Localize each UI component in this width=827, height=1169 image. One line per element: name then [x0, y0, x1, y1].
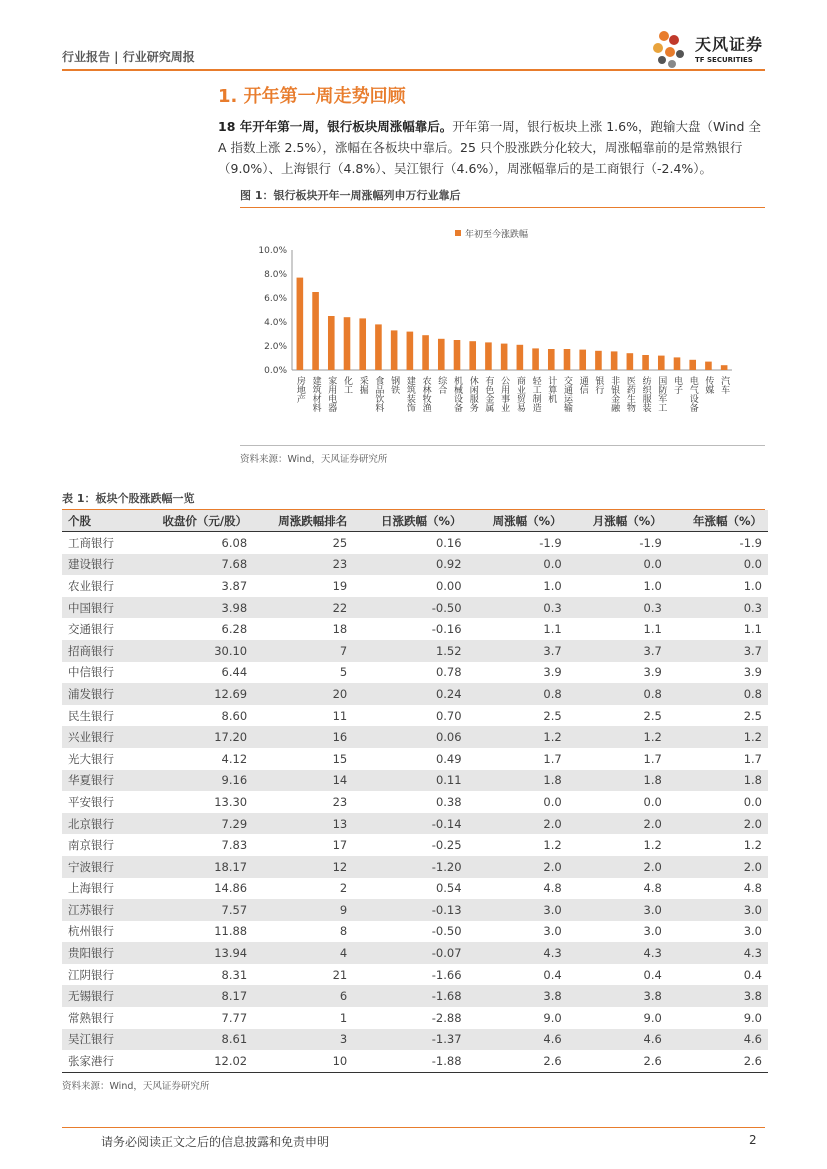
table-cell: 1.7	[543, 751, 562, 766]
x-category-label: 食品饮料	[373, 376, 384, 412]
table-cell: 1.2	[643, 838, 662, 853]
table-cell: 23	[332, 794, 348, 809]
table-cell: 0.8	[568, 683, 668, 705]
stock-name-cell: 宁波银行	[62, 856, 134, 878]
x-category-label: 休闲服务	[467, 376, 478, 412]
table-cell: 2.0	[568, 813, 668, 835]
table-cell: 23	[253, 554, 353, 576]
table-row	[62, 705, 768, 727]
report-header: 行业报告 | 行业研究周报	[62, 50, 195, 64]
table-row	[62, 683, 768, 705]
table-cell: 7.57	[134, 899, 253, 921]
stock-name-cell: 交通银行	[68, 622, 114, 637]
stock-name-cell: 中信银行	[68, 665, 114, 680]
table-cell: 2.0	[668, 856, 768, 878]
table-cell: 13	[253, 813, 353, 835]
table-cell: 3.98	[134, 597, 253, 619]
table-cell: 2.0	[468, 813, 568, 835]
bar	[517, 345, 524, 370]
bar	[627, 353, 634, 370]
table-cell: 0.0	[543, 794, 562, 809]
table-cell: 6.08	[221, 535, 248, 550]
legend-swatch	[455, 230, 461, 236]
x-category-label: 机械设备	[452, 376, 462, 412]
x-category-label: 交通运输	[562, 376, 572, 412]
table-cell: 4.8	[643, 881, 662, 896]
table-cell: 21	[332, 967, 348, 982]
logo-subtext: TF SECURITIES	[695, 56, 753, 64]
table-cell: 8	[339, 924, 348, 939]
stock-name-cell: 光大银行	[68, 751, 114, 766]
stock-name-cell: 民生银行	[68, 708, 114, 723]
stock-name-cell: 北京银行	[62, 813, 134, 835]
table-cell: 4.3	[568, 942, 668, 964]
table-cell: 0.49	[435, 751, 462, 766]
table-cell: -2.88	[431, 1010, 462, 1025]
x-category-label: 采掘	[357, 376, 368, 394]
table-cell: -0.50	[353, 597, 467, 619]
stock-name-cell: 工商银行	[68, 535, 114, 550]
table-cell: 3.7	[668, 640, 768, 662]
table-cell: 8.17	[134, 985, 253, 1007]
table-cell: 3.0	[543, 924, 562, 939]
bar	[438, 339, 445, 370]
table-cell: 0.3	[468, 597, 568, 619]
table-row	[62, 899, 768, 921]
x-category-label: 纺织服装	[640, 376, 651, 412]
y-tick-label: 6.0%	[264, 294, 287, 304]
table-cell: 3.0	[568, 899, 668, 921]
bar	[658, 356, 665, 370]
table-cell: -0.07	[353, 942, 467, 964]
table-cell: 7.83	[221, 838, 248, 853]
table-row	[62, 554, 768, 576]
stock-name-cell: 浦发银行	[62, 683, 134, 705]
table-row	[62, 597, 768, 619]
bar	[611, 351, 618, 370]
column-header: 周涨跌幅排名	[253, 510, 353, 532]
table-cell: 4	[253, 942, 353, 964]
x-category-label: 传媒	[703, 376, 714, 394]
table-cell: -0.50	[431, 924, 462, 939]
legend-label: 年初至今涨跌幅	[465, 230, 529, 240]
table-cell: 6.28	[221, 622, 248, 637]
table-cell: 13.94	[134, 942, 253, 964]
bar-chart	[240, 218, 765, 438]
table-row	[62, 834, 768, 856]
table-cell: 0.11	[353, 770, 467, 792]
table-cell: 3.8	[668, 985, 768, 1007]
logo-flower-icon	[650, 28, 694, 72]
stock-name-cell: 农业银行	[68, 578, 114, 593]
table-row	[62, 532, 768, 554]
table-row	[62, 1007, 768, 1029]
table-cell: -1.20	[353, 856, 467, 878]
x-category-label: 建筑材料	[310, 376, 321, 412]
table-cell: 6	[253, 985, 353, 1007]
table-row	[62, 770, 768, 792]
table-row	[62, 985, 768, 1007]
x-category-label: 通信	[577, 376, 588, 394]
table-row	[62, 878, 768, 900]
table-cell: 9.0	[643, 1010, 662, 1025]
table-cell: 7.68	[134, 554, 253, 576]
table-cell: -1.9	[739, 535, 762, 550]
x-category-label: 家用电器	[326, 376, 337, 412]
bar	[705, 362, 712, 370]
table-cell: 1.2	[568, 726, 668, 748]
table-row	[62, 1029, 768, 1051]
stock-name-cell: 江阴银行	[68, 967, 114, 982]
table-cell: 3.0	[743, 924, 762, 939]
logo	[650, 28, 770, 72]
table-row	[62, 942, 768, 964]
table-cell: 2.5	[743, 708, 762, 723]
stock-name-cell: 招商银行	[62, 640, 134, 662]
table-cell: 3.7	[568, 640, 668, 662]
stock-name-cell: 贵阳银行	[62, 942, 134, 964]
table-cell: 1.8	[668, 770, 768, 792]
x-category-label: 房地产	[294, 376, 305, 403]
table-cell: 9.0	[743, 1010, 762, 1025]
stock-name-cell: 无锡银行	[62, 985, 134, 1007]
footer-disclaimer: 请务必阅读正文之后的信息披露和免责申明	[101, 1135, 330, 1149]
stock-name-cell: 江苏银行	[62, 899, 134, 921]
table-cell: 3.8	[568, 985, 668, 1007]
table-cell: -1.66	[431, 967, 462, 982]
x-category-label: 银行	[593, 376, 604, 394]
stock-name-cell: 张家港行	[62, 1050, 134, 1072]
stock-name-cell: 常熟银行	[68, 1010, 114, 1025]
table-cell: 12	[253, 856, 353, 878]
bar	[328, 316, 335, 370]
bar	[375, 324, 382, 370]
table-cell: 9.0	[543, 1010, 562, 1025]
bar	[548, 349, 555, 370]
table-cell: 4.6	[468, 1029, 568, 1051]
x-category-label: 商业贸易	[514, 376, 525, 412]
table-row	[62, 640, 768, 662]
table-cell: -1.9	[539, 535, 562, 550]
table-cell: 1.1	[543, 622, 562, 637]
table-cell: 0.3	[668, 597, 768, 619]
page-number: 2	[749, 1133, 757, 1147]
table-cell: 1	[339, 1010, 348, 1025]
table-cell: 3.9	[743, 665, 762, 680]
table-cell: 0.0	[668, 554, 768, 576]
table-row	[62, 618, 768, 640]
bar	[485, 342, 492, 370]
bar	[407, 332, 414, 370]
table-cell: 0.24	[353, 683, 467, 705]
intro-text: 开年第一周，银行板块上涨 1.6%，跑输大盘（Wind 全 A 指数上涨 2.5%），涨幅在各板块中靠后。25 只个股涨跌分化较大，周涨幅靠前的是常熟银行（9.0%）、上海银行（4.8%）、吴江银行（4.6%），周涨幅靠后的是工商银行（-2.4%）。	[218, 119, 761, 176]
table-cell: 1.0	[643, 578, 662, 593]
x-category-label: 国防军工	[656, 376, 667, 412]
bar	[391, 330, 398, 370]
table-header-row	[62, 510, 768, 532]
table-cell: 0.06	[353, 726, 467, 748]
table-cell: 4.8	[743, 881, 762, 896]
table-cell: 0.92	[353, 554, 467, 576]
table-cell: 11.88	[214, 924, 248, 939]
x-category-label: 计算机	[546, 376, 557, 403]
table-cell: 4.3	[468, 942, 568, 964]
table-cell: 12.69	[134, 683, 253, 705]
header-divider	[62, 69, 765, 71]
table-cell: 22	[253, 597, 353, 619]
x-category-label: 综合	[436, 376, 447, 394]
table-row	[62, 791, 768, 813]
stock-name-cell: 建设银行	[62, 554, 134, 576]
table-cell: 1.8	[568, 770, 668, 792]
bar	[564, 349, 571, 370]
stock-name-cell: 吴江银行	[62, 1029, 134, 1051]
bar	[674, 357, 681, 370]
table-cell: 2.0	[668, 813, 768, 835]
table-row	[62, 748, 768, 770]
x-category-label: 公用事业	[499, 376, 510, 412]
table-row	[62, 726, 768, 748]
stock-name-cell: 兴业银行	[62, 726, 134, 748]
table-cell: 11	[332, 708, 348, 723]
x-category-label: 建筑装饰	[404, 376, 415, 412]
y-tick-label: 2.0%	[264, 342, 287, 352]
x-category-label: 有色金属	[483, 376, 494, 412]
table-cell: -0.25	[431, 838, 462, 853]
table-caption: 表 1：板块个股涨跌幅一览	[62, 490, 765, 510]
table-cell: 0.8	[668, 683, 768, 705]
table-cell: 2.6	[568, 1050, 668, 1072]
figure-source: 资料来源：Wind，天风证券研究所	[240, 445, 765, 465]
stock-name-cell: 华夏银行	[62, 770, 134, 792]
column-header: 个股	[62, 510, 134, 532]
bar	[532, 348, 539, 370]
column-header: 年涨幅（%）	[668, 510, 768, 532]
y-tick-label: 0.0%	[264, 366, 287, 376]
table-cell: 2	[339, 881, 348, 896]
table-cell: 9.16	[134, 770, 253, 792]
table-cell: 6.44	[221, 665, 248, 680]
table-row	[62, 662, 768, 684]
x-category-label: 化工	[342, 376, 352, 394]
y-tick-label: 4.0%	[264, 318, 287, 328]
table-cell: 3.0	[668, 899, 768, 921]
table-cell: 7.29	[134, 813, 253, 835]
y-tick-label: 10.0%	[258, 246, 287, 256]
section-title: 1. 开年第一周走势回顾	[218, 86, 406, 107]
table-cell: 8.60	[221, 708, 248, 723]
table-cell: 1.0	[743, 578, 762, 593]
table-row	[62, 856, 768, 878]
table-cell: 16	[253, 726, 353, 748]
table-cell: 0.00	[435, 578, 462, 593]
logo-text: 天风证券	[695, 35, 764, 54]
table-cell: 14.86	[214, 881, 248, 896]
table-cell: 25	[332, 535, 348, 550]
table-body	[62, 532, 768, 1073]
table-cell: 15	[332, 751, 348, 766]
table-cell: 1.52	[353, 640, 467, 662]
footer-divider	[62, 1127, 765, 1128]
table-cell: 0.8	[468, 683, 568, 705]
table-cell: -0.14	[353, 813, 467, 835]
x-category-label: 汽车	[719, 376, 730, 394]
table-cell: 1.7	[743, 751, 762, 766]
table-cell: 13.30	[214, 794, 248, 809]
x-category-label: 电子	[672, 376, 682, 394]
column-header: 收盘价（元/股）	[134, 510, 253, 532]
table-cell: 0.4	[543, 967, 562, 982]
x-category-label: 农林牧渔	[420, 376, 431, 412]
table-cell: 19	[332, 578, 348, 593]
table-cell: 0.78	[435, 665, 462, 680]
table-cell: 7	[253, 640, 353, 662]
table-cell: 1.2	[468, 726, 568, 748]
bar	[721, 365, 728, 370]
table-source: 资料来源：Wind，天风证券研究所	[62, 1081, 210, 1092]
table-cell: 1.7	[643, 751, 662, 766]
table-cell: 1.1	[643, 622, 662, 637]
table-cell: -1.68	[353, 985, 467, 1007]
table-row	[62, 575, 768, 597]
table-cell: 0.0	[643, 794, 662, 809]
table-cell: 0.4	[743, 967, 762, 982]
table-cell: -0.16	[431, 622, 462, 637]
bar	[344, 317, 351, 370]
table-cell: 0.4	[643, 967, 662, 982]
table-cell: 0.70	[435, 708, 462, 723]
table-cell: 18.17	[134, 856, 253, 878]
table-cell: 2.5	[643, 708, 662, 723]
table-cell: 17.20	[134, 726, 253, 748]
table-cell: 9	[253, 899, 353, 921]
table-cell: 0.16	[435, 535, 462, 550]
table-cell: 4.6	[668, 1029, 768, 1051]
stock-name-cell: 杭州银行	[68, 924, 114, 939]
table-row	[62, 813, 768, 835]
bar	[454, 340, 461, 370]
bar	[642, 355, 649, 370]
bar-chart-svg	[240, 218, 765, 438]
table-cell: 1.8	[468, 770, 568, 792]
table-cell: 3.9	[643, 665, 662, 680]
column-header: 日涨跌幅（%）	[353, 510, 467, 532]
bar	[501, 344, 508, 370]
x-category-label: 非银金融	[609, 376, 620, 412]
table-cell: 1.2	[668, 726, 768, 748]
table-row	[62, 1050, 768, 1072]
table-cell: 3.87	[221, 578, 248, 593]
y-tick-label: 8.0%	[264, 270, 287, 280]
stock-name-cell: 平安银行	[68, 794, 114, 809]
bar	[689, 360, 696, 370]
table-cell: 5	[339, 665, 348, 680]
table-cell: 7.77	[221, 1010, 248, 1025]
table-cell: 4.3	[668, 942, 768, 964]
table-cell: -1.88	[353, 1050, 467, 1072]
table-cell: -1.9	[639, 535, 662, 550]
column-header: 周涨幅（%）	[468, 510, 568, 532]
stock-name-cell: 中国银行	[62, 597, 134, 619]
table-cell: 3	[253, 1029, 353, 1051]
stock-table	[62, 510, 768, 1073]
table-cell: 3.0	[468, 899, 568, 921]
table-cell: 2.0	[568, 856, 668, 878]
x-category-label: 医药生物	[624, 376, 635, 412]
table-cell: 17	[332, 838, 348, 853]
table-row	[62, 921, 768, 943]
table-cell: 3.9	[543, 665, 562, 680]
bar	[297, 278, 304, 370]
table-cell: 8.61	[134, 1029, 253, 1051]
table-cell: 0.0	[568, 554, 668, 576]
table-cell: 2.5	[543, 708, 562, 723]
table-cell: 0.54	[435, 881, 462, 896]
table-row	[62, 964, 768, 986]
table-cell: 2.6	[668, 1050, 768, 1072]
table-cell: 30.10	[134, 640, 253, 662]
bar	[359, 318, 366, 370]
table-cell: 4.8	[543, 881, 562, 896]
table-cell: 3.7	[468, 640, 568, 662]
table-cell: 0.38	[435, 794, 462, 809]
intro-bold: 18 年开年第一周，银行板块周涨幅靠后。	[218, 119, 453, 134]
bar	[579, 350, 586, 370]
figure-caption: 图 1：银行板块开年一周涨幅列申万行业靠后	[240, 187, 765, 208]
table-cell: 8.31	[221, 967, 248, 982]
table-cell: 3.0	[643, 924, 662, 939]
table-cell: 12.02	[134, 1050, 253, 1072]
table-cell: 0.0	[743, 794, 762, 809]
table-cell: -0.13	[353, 899, 467, 921]
stock-name-cell: 上海银行	[68, 881, 114, 896]
table-cell: 3.8	[468, 985, 568, 1007]
table-cell: 20	[253, 683, 353, 705]
bar	[422, 335, 429, 370]
table-cell: 14	[253, 770, 353, 792]
table-cell: -1.37	[353, 1029, 467, 1051]
stock-name-cell: 南京银行	[68, 838, 114, 853]
bar	[469, 341, 476, 370]
table-cell: 1.1	[743, 622, 762, 637]
bar	[312, 292, 319, 370]
table-cell: 2.0	[468, 856, 568, 878]
bar	[595, 351, 602, 370]
intro-paragraph	[218, 116, 766, 179]
table-cell: 2.6	[468, 1050, 568, 1072]
table-cell: 0.3	[568, 597, 668, 619]
table-cell: 10	[253, 1050, 353, 1072]
table-cell: 4.6	[568, 1029, 668, 1051]
table-cell: 0.0	[468, 554, 568, 576]
x-category-label: 轻工制造	[530, 376, 541, 412]
x-category-label: 电气设备	[687, 376, 698, 412]
x-category-label: 钢铁	[389, 376, 400, 394]
table-cell: 1.0	[543, 578, 562, 593]
column-header: 月涨幅（%）	[568, 510, 668, 532]
table-cell: 1.2	[743, 838, 762, 853]
table-cell: 4.12	[221, 751, 248, 766]
table-cell: 18	[332, 622, 348, 637]
table-cell: 1.2	[543, 838, 562, 853]
